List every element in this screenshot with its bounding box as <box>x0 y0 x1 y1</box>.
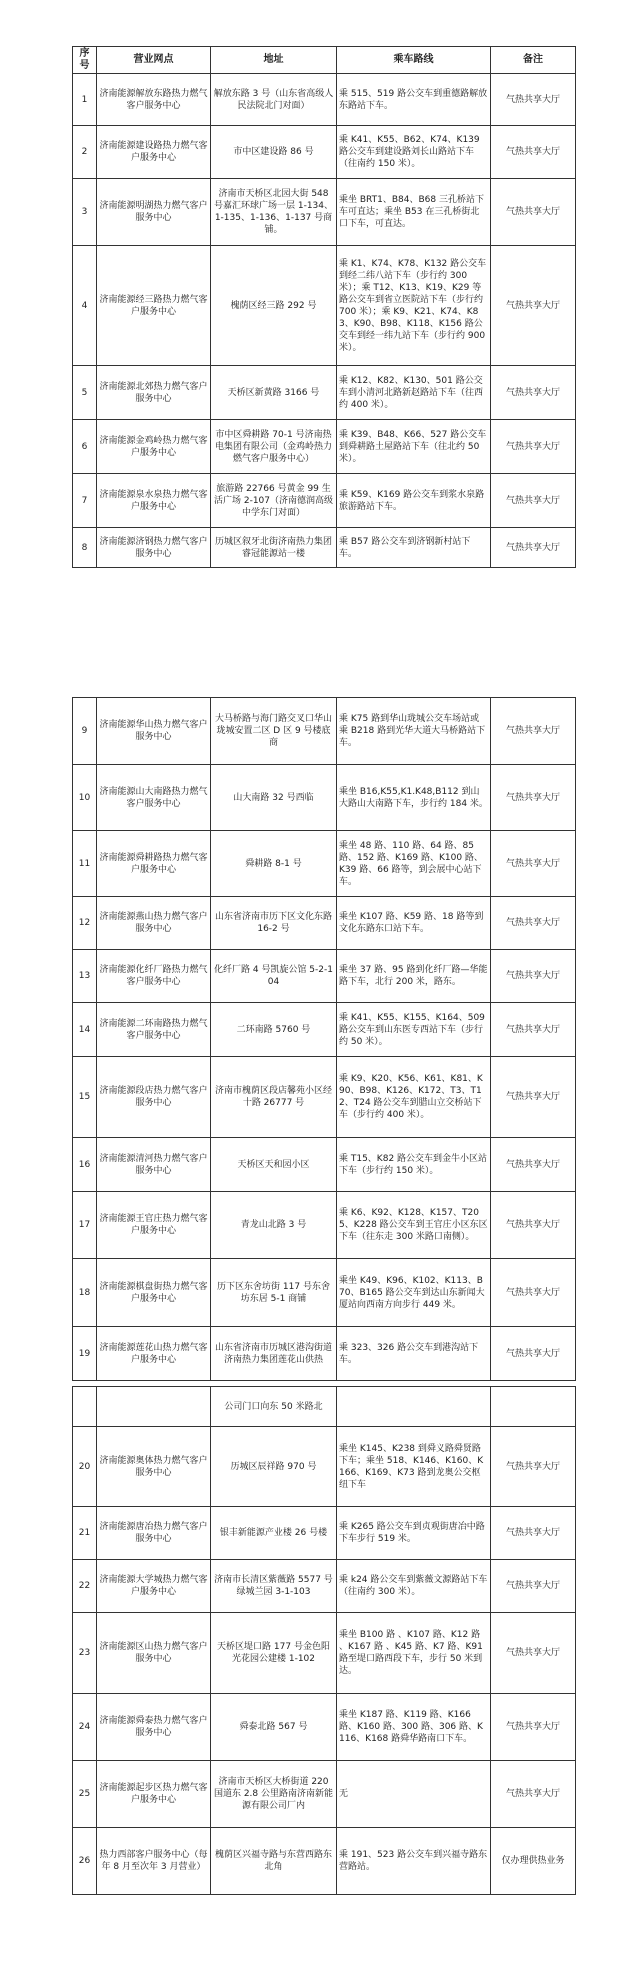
table-row <box>73 1613 576 1694</box>
cell-route: 乘 323、326 路公交车到港沟站下车。 <box>337 1327 491 1381</box>
cell-outlet: 济南能源山大南路热力燃气客户服务中心 <box>97 765 211 831</box>
cell-route: 乘 K1、K74、K78、K132 路公交车到经二纬八站下车（步行约 300 米）；乘 T12、K13、K19、K29 等路公交车到省立医院站下车（步行约 700 米）；乘 K9、K21、K74、K83、K90、B98、K118、K156 路公交车到经一纬九站下车（步行约 900 米）。 <box>337 246 491 366</box>
cell-outlet: 济南能源经三路热力燃气客户服务中心 <box>97 246 211 366</box>
cell-note: 气热共享大厅 <box>491 74 576 126</box>
cell-note: 气热共享大厅 <box>491 1427 576 1507</box>
cell-address: 历城区叙牙北街济南热力集团睿冠能源站一楼 <box>211 528 337 568</box>
cell-route: 乘 T15、K82 路公交车到金牛小区站下车（步行约 150 米）。 <box>337 1138 491 1192</box>
cell-outlet: 济南能源燕山热力燃气客户服务中心 <box>97 897 211 950</box>
cell-note: 气热共享大厅 <box>491 1507 576 1560</box>
cell-address: 舜耕路 8-1 号 <box>211 831 337 897</box>
cell-note: 气热共享大厅 <box>491 698 576 765</box>
cell-address: 市中区建设路 86 号 <box>211 126 337 179</box>
cell-no: 1 <box>73 74 97 126</box>
cell-route: 乘 K265 路公交车到贞观街唐冶中路下车步行 519 米。 <box>337 1507 491 1560</box>
table-row <box>73 179 576 246</box>
cell-no: 3 <box>73 179 97 246</box>
table-row <box>73 1761 576 1828</box>
table-row <box>73 474 576 528</box>
cell-route: 乘 K59、K169 路公交车到浆水泉路旅游路站下车。 <box>337 474 491 528</box>
cell-no: 26 <box>73 1828 97 1895</box>
cell-outlet: 济南能源解放东路热力燃气客户服务中心 <box>97 74 211 126</box>
cell-no: 16 <box>73 1138 97 1192</box>
cell-address: 山东省济南市历城区港沟街道济南热力集团莲花山供热 <box>211 1327 337 1381</box>
table-header-row <box>73 47 576 74</box>
cell-note: 气热共享大厅 <box>491 1560 576 1613</box>
cell-no: 19 <box>73 1327 97 1381</box>
header-no: 序号 <box>73 47 97 74</box>
cell-note: 气热共享大厅 <box>491 1327 576 1381</box>
cell-note: 气热共享大厅 <box>491 1761 576 1828</box>
table-row <box>73 246 576 366</box>
cell-route: 乘坐 K187 路、K119 路、K166 路、K160 路、300 路、306 路、K116、K168 路舜华路南口下车。 <box>337 1694 491 1761</box>
header-outlet: 营业网点 <box>97 47 211 74</box>
cell-outlet: 济南能源建设路热力燃气客户服务中心 <box>97 126 211 179</box>
cell-note: 仅办理供热业务 <box>491 1828 576 1895</box>
cell-outlet: 济南能源大学城热力燃气客户服务中心 <box>97 1560 211 1613</box>
cell-outlet: 济南能源莲花山热力燃气客户服务中心 <box>97 1327 211 1381</box>
cell-route: 乘坐 48 路、110 路、64 路、85 路、152 路、K169 路、K100 路、K39 路、66 路等，到会展中心站下车。 <box>337 831 491 897</box>
cell-outlet: 济南能源清河热力燃气客户服务中心 <box>97 1138 211 1192</box>
table-row <box>73 74 576 126</box>
cell-note: 气热共享大厅 <box>491 366 576 420</box>
cell-outlet: 济南能源华山热力燃气客户服务中心 <box>97 698 211 765</box>
cell-address: 化纤厂路 4 号凯旋公馆 5-2-104 <box>211 950 337 1003</box>
cell-route: 乘 K75 路到华山珑城公交车场站或乘 B218 路到光华大道大马桥路站下车。 <box>337 698 491 765</box>
outlet-table-part-2 <box>72 697 576 1381</box>
header-address: 地址 <box>211 47 337 74</box>
cell-outlet: 济南能源金鸡岭热力燃气客户服务中心 <box>97 420 211 474</box>
cell-address: 解放东路 3 号（山东省高级人民法院北门对面） <box>211 74 337 126</box>
cell-outlet: 济南能源北郊热力燃气客户服务中心 <box>97 366 211 420</box>
cell-route: 乘坐 K49、K96、K102、K113、B70、B165 路公交车到达山东新闻大厦站向西南方向步行 449 米。 <box>337 1259 491 1327</box>
cell-no: 24 <box>73 1694 97 1761</box>
cell-route: 乘 K12、K82、K130、501 路公交车到小清河北路新赵路站下车（往西约 400 米）。 <box>337 366 491 420</box>
cell-route: 乘坐 BRT1、B84、B68 三孔桥站下车可直达；乘坐 B53 在三孔桥街北口下车，可直达。 <box>337 179 491 246</box>
cell-note: 气热共享大厅 <box>491 246 576 366</box>
cell-address: 天桥区堤口路 177 号金色阳光花园公建楼 1-102 <box>211 1613 337 1694</box>
cell-outlet: 济南能源段店热力燃气客户服务中心 <box>97 1057 211 1138</box>
cell-no: 12 <box>73 897 97 950</box>
cell-no: 9 <box>73 698 97 765</box>
cell-note: 气热共享大厅 <box>491 1138 576 1192</box>
header-note: 备注 <box>491 47 576 74</box>
cell-outlet: 济南能源明湖热力燃气客户服务中心 <box>97 179 211 246</box>
table-row <box>73 366 576 420</box>
table-row <box>73 831 576 897</box>
cell-no: 22 <box>73 1560 97 1613</box>
cell-no: 10 <box>73 765 97 831</box>
cell-outlet: 济南能源化纤厂路热力燃气客户服务中心 <box>97 950 211 1003</box>
cell-outlet: 济南能源王官庄热力燃气客户服务中心 <box>97 1192 211 1259</box>
cell-note: 气热共享大厅 <box>491 1003 576 1057</box>
cell-no: 4 <box>73 246 97 366</box>
cell-address: 槐荫区兴福寺路与东营西路东北角 <box>211 1828 337 1895</box>
cell-route: 乘 K39、B48、K66、527 路公交车到舜耕路土屋路站下车（往北约 50 米）。 <box>337 420 491 474</box>
cell-route: 乘坐 K107 路、K59 路、18 路等到文化东路东口站下车。 <box>337 897 491 950</box>
table-row <box>73 698 576 765</box>
cell-address: 银丰新能源产业楼 26 号楼 <box>211 1507 337 1560</box>
table-row <box>73 1828 576 1895</box>
cell-outlet: 济南能源棋盘街热力燃气客户服务中心 <box>97 1259 211 1327</box>
cell-route: 乘 B57 路公交车到济钢新村站下车。 <box>337 528 491 568</box>
cell-note: 气热共享大厅 <box>491 1613 576 1694</box>
cell-address: 天桥区天和园小区 <box>211 1138 337 1192</box>
cell-route: 乘坐 K145、K238 到舜义路舜贤路下车；乘坐 518、K146、K160、K166、K169、K73 路到龙奥公交枢纽下车 <box>337 1427 491 1507</box>
cell-outlet <box>97 1387 211 1427</box>
cell-address: 历下区东舍坊街 117 号东舍坊东居 5-1 商铺 <box>211 1259 337 1327</box>
cell-address: 济南市天桥区北园大街 548 号嘉汇环球广场一层 1-134、1-135、1-136、1-137 号商铺。 <box>211 179 337 246</box>
cell-route: 乘 K41、K55、K155、K164、509 路公交车到山东医专西站下车（步行约 50 米）。 <box>337 1003 491 1057</box>
table-row <box>73 1560 576 1613</box>
cell-address: 旅游路 22766 号黄金 99 生活广场 2-107（济南德润高级中学东门对面） <box>211 474 337 528</box>
cell-note: 气热共享大厅 <box>491 897 576 950</box>
table-row <box>73 1507 576 1560</box>
cell-route: 乘 515、519 路公交车到重德路解放东路站下车。 <box>337 74 491 126</box>
cell-no: 6 <box>73 420 97 474</box>
cell-outlet: 济南能源二环南路热力燃气客户服务中心 <box>97 1003 211 1057</box>
cell-address: 市中区舜耕路 70-1 号济南热电集团有限公司（金鸡岭热力燃气客户服务中心） <box>211 420 337 474</box>
cell-note: 气热共享大厅 <box>491 179 576 246</box>
table-row <box>73 1427 576 1507</box>
header-route: 乘车路线 <box>337 47 491 74</box>
cell-outlet: 济南能源泉水泉热力燃气客户服务中心 <box>97 474 211 528</box>
cell-route: 乘坐 B100 路 、K107 路、K12 路 、K167 路 、K45 路、K7 路、K91 路至堤口路西段下车，步行 50 米到达。 <box>337 1613 491 1694</box>
cell-route <box>337 1387 491 1427</box>
outlet-table-part-1 <box>72 46 576 568</box>
table-row <box>73 950 576 1003</box>
table-row-continuation <box>73 1387 576 1427</box>
cell-route: 乘 K9、K20、K56、K61、K81、K90、B98、K126、K172、T3、T12、T24 路公交车到腊山立交桥站下车（步行约 400 米）。 <box>337 1057 491 1138</box>
cell-route: 无 <box>337 1761 491 1828</box>
cell-note: 气热共享大厅 <box>491 950 576 1003</box>
cell-outlet: 济南能源区山热力燃气客户服务中心 <box>97 1613 211 1694</box>
cell-route: 乘 K41、K55、B62、K74、K139 路公交车到建设路刘长山路站下车（往南约 150 米）。 <box>337 126 491 179</box>
cell-address: 舜泰北路 567 号 <box>211 1694 337 1761</box>
cell-address: 历城区辰祥路 970 号 <box>211 1427 337 1507</box>
cell-address: 山东省济南市历下区文化东路 16-2 号 <box>211 897 337 950</box>
table-row <box>73 1057 576 1138</box>
cell-route: 乘 k24 路公交车到紫薇文源路站下车（往南约 300 米）。 <box>337 1560 491 1613</box>
table-row <box>73 1694 576 1761</box>
cell-address: 槐荫区经三路 292 号 <box>211 246 337 366</box>
cell-route: 乘 K6、K92、K128、K157、T205、K228 路公交车到王官庄小区东区下车（往东走 300 米路口南侧）。 <box>337 1192 491 1259</box>
cell-note: 气热共享大厅 <box>491 420 576 474</box>
cell-outlet: 济南能源奥体热力燃气客户服务中心 <box>97 1427 211 1507</box>
cell-route: 乘坐 37 路、95 路到化纤厂路—华能路下车，北行 200 米，路东。 <box>337 950 491 1003</box>
table-row <box>73 528 576 568</box>
cell-no: 23 <box>73 1613 97 1694</box>
cell-no: 8 <box>73 528 97 568</box>
cell-note: 气热共享大厅 <box>491 1192 576 1259</box>
cell-no <box>73 1387 97 1427</box>
cell-no: 21 <box>73 1507 97 1560</box>
cell-address: 天桥区新黄路 3166 号 <box>211 366 337 420</box>
table-row <box>73 126 576 179</box>
cell-outlet: 济南能源唐冶热力燃气客户服务中心 <box>97 1507 211 1560</box>
cell-note: 气热共享大厅 <box>491 1057 576 1138</box>
cell-no: 13 <box>73 950 97 1003</box>
cell-note: 气热共享大厅 <box>491 831 576 897</box>
cell-no: 2 <box>73 126 97 179</box>
cell-note <box>491 1387 576 1427</box>
cell-note: 气热共享大厅 <box>491 528 576 568</box>
cell-note: 气热共享大厅 <box>491 126 576 179</box>
cell-no: 5 <box>73 366 97 420</box>
cell-no: 7 <box>73 474 97 528</box>
cell-route: 乘坐 B16,K55,K1.K48,B112 到山大路山大南路下车，步行约 184 米。 <box>337 765 491 831</box>
cell-address: 济南市长清区紫薇路 5577 号绿城兰园 3-1-103 <box>211 1560 337 1613</box>
cell-no: 15 <box>73 1057 97 1138</box>
cell-address: 公司门口向东 50 米路北 <box>211 1387 337 1427</box>
cell-note: 气热共享大厅 <box>491 1694 576 1761</box>
cell-address: 二环南路 5760 号 <box>211 1003 337 1057</box>
cell-address: 青龙山北路 3 号 <box>211 1192 337 1259</box>
cell-no: 25 <box>73 1761 97 1828</box>
cell-outlet: 济南能源济钢热力燃气客户服务中心 <box>97 528 211 568</box>
cell-no: 11 <box>73 831 97 897</box>
table-row <box>73 1327 576 1381</box>
cell-address: 济南市槐荫区段店馨苑小区经十路 26777 号 <box>211 1057 337 1138</box>
cell-address: 山大南路 32 号西临 <box>211 765 337 831</box>
table-row <box>73 1259 576 1327</box>
cell-address: 济南市天桥区大桥街道 220 国道东 2.8 公里路南济南新能源有限公司厂内 <box>211 1761 337 1828</box>
cell-outlet: 济南能源起步区热力燃气客户服务中心 <box>97 1761 211 1828</box>
table-row <box>73 1192 576 1259</box>
cell-outlet: 热力西部客户服务中心（每年 8 月至次年 3 月营业） <box>97 1828 211 1895</box>
table-row <box>73 765 576 831</box>
cell-no: 18 <box>73 1259 97 1327</box>
table-row <box>73 1003 576 1057</box>
cell-no: 14 <box>73 1003 97 1057</box>
table-row <box>73 897 576 950</box>
cell-note: 气热共享大厅 <box>491 765 576 831</box>
cell-no: 20 <box>73 1427 97 1507</box>
outlet-table-part-3 <box>72 1386 576 1895</box>
cell-outlet: 济南能源舜耕路热力燃气客户服务中心 <box>97 831 211 897</box>
table-row <box>73 420 576 474</box>
cell-note: 气热共享大厅 <box>491 474 576 528</box>
table-row <box>73 1138 576 1192</box>
cell-note: 气热共享大厅 <box>491 1259 576 1327</box>
cell-address: 大马桥路与海门路交叉口华山珑城安置二区 D 区 9 号楼底商 <box>211 698 337 765</box>
cell-route: 乘 191、523 路公交车到兴福寺路东营路站。 <box>337 1828 491 1895</box>
cell-no: 17 <box>73 1192 97 1259</box>
cell-outlet: 济南能源舜泰热力燃气客户服务中心 <box>97 1694 211 1761</box>
